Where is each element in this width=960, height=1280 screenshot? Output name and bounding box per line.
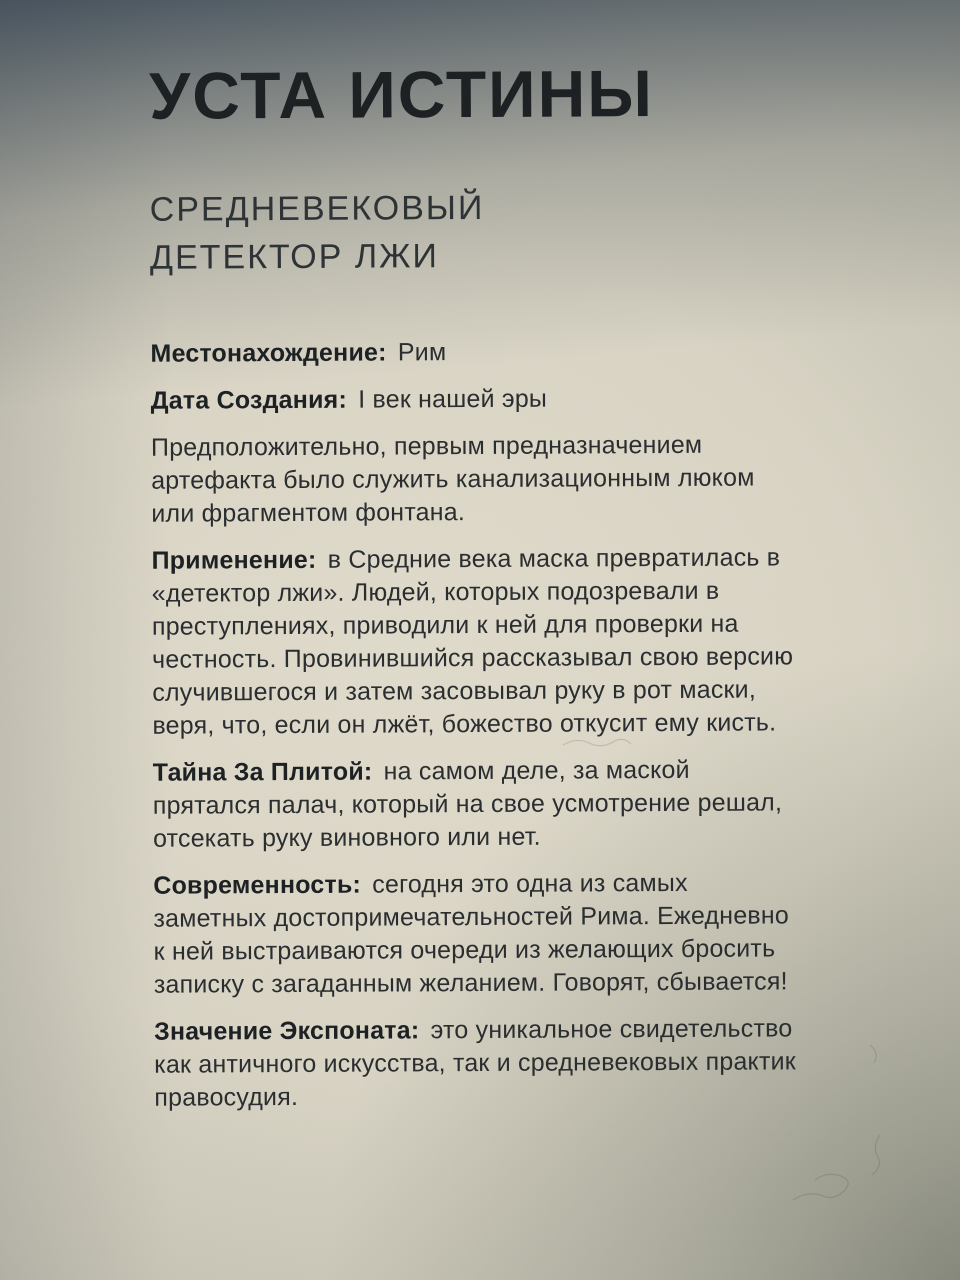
field-creation-date-label: Дата Создания: — [150, 386, 348, 416]
paragraph-secret-text: на самом деле, за маской прятался палач, который на свое усмотрение решал, отсекать руку виновного или нет. — [152, 756, 783, 854]
paragraph-usage-label: Применение: — [151, 546, 317, 576]
field-location-label: Местонахождение: — [150, 338, 387, 369]
sign-subtitle-line1: СРЕДНЕВЕКОВЫЙ — [149, 188, 485, 229]
paragraph-origin — [151, 429, 800, 531]
paragraph-origin-text: Предположительно, первым предназначением артефакта было служить канализационным люком или фрагментом фонтана. — [150, 431, 755, 529]
sign-title: УСТА ИСТИНЫ — [148, 56, 655, 133]
field-location — [150, 335, 798, 371]
paragraph-modernity-text: сегодня это одна из самых заметных достопримечательностей Рима. Ежедневно к ней выстраиваются очереди из желающих бросить записку с загаданным желанием. Говорят, сбывается! — [153, 869, 790, 1000]
field-location-value: Рим — [397, 338, 447, 367]
paragraph-significance — [154, 1013, 803, 1115]
paragraph-modernity-label: Современность: — [153, 870, 362, 901]
paragraph-usage-text: в Средние века маска превратилась в «детектор лжи». Людей, которых подозревали в преступлениях, приводили к ней для проверки на честность. Провинившийся рассказывал свою версию случившегося и затем засовывал руку в рот маски, веря, что, если он лжёт, божество откусит ему кисть. — [151, 543, 794, 741]
sign-subtitle — [150, 182, 808, 282]
paragraph-secret — [153, 754, 802, 856]
paragraph-secret-label: Тайна За Плитой: — [152, 757, 373, 788]
paragraph-significance-label: Значение Экспоната: — [153, 1016, 420, 1047]
paragraph-modernity — [153, 867, 802, 1002]
field-creation-date — [151, 382, 799, 418]
paragraph-significance-text: это уникальное свидетельство как античного искусства, так и средневековых практик правосудия. — [154, 1014, 796, 1113]
field-creation-date-value: I век нашей эры — [358, 384, 548, 414]
sign-subtitle-line2: ДЕТЕКТОР ЛЖИ — [149, 237, 440, 277]
paragraph-usage — [151, 542, 800, 743]
